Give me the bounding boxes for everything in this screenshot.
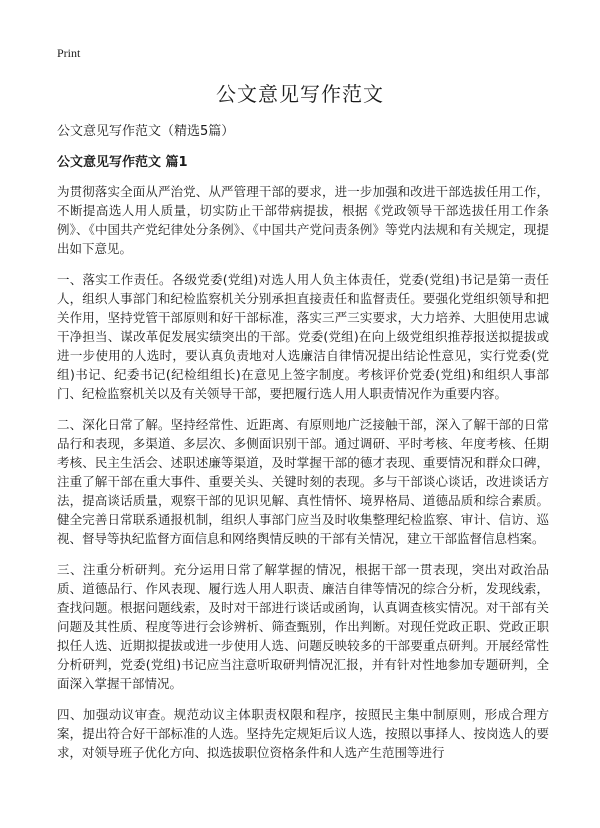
print-link[interactable]: Print xyxy=(57,46,81,60)
document-body xyxy=(57,182,549,774)
document-subtitle: 公文意见写作范文（精选5篇） xyxy=(57,124,235,139)
paragraph-3: 三、注重分析研判。充分运用日常了解掌握的情况，根据干部一贯表现，突出对政治品质、道德品行、作风表现、履行选人用人职责、廉洁自律等情况的综合分析，发现线索，查找问题。根据问题线索，及时对干部进行谈话或函询，认真调查核实情况。对干部有关问题及其性质、程度等进行会诊辨析、筛查甄别，作出判断。对现任党政正职、党政正职拟任人选、近期拟提拔或进一步使用人选、问题反映较多的干部要重点研判。开展经常性分析研判，党委(党组)书记应当注意听取研判情况汇报，并有针对性地参加专题研判，全面深入掌握干部情况。 xyxy=(57,562,549,691)
paragraph-4: 四、加强动议审查。规范动议主体职责权限和程序，按照民主集中制原则，形成合理方案，提出符合好干部标准的人选。坚持先定规矩后议人选，按照以事择人、按岗选人的要求，对领导班子优化方向、拟选拔职位资格条件和人选产生范围等进行 xyxy=(57,707,549,760)
document-title: 公文意见写作范文 xyxy=(216,82,384,106)
section-heading: 公文意见写作范文 篇1 xyxy=(57,155,188,170)
paragraph-intro: 为贯彻落实全面从严治党、从严管理干部的要求，进一步加强和改进干部选拔任用工作，不断提高选人用人质量，切实防止干部带病提拔，根据《党政领导干部选拔任用工作条例》、《中国共产党纪律处分条例》、《中国共产党问责条例》等党内法规和有关规定，现提出如下意见。 xyxy=(57,184,549,256)
paragraph-2: 二、深化日常了解。坚持经常性、近距离、有原则地广泛接触干部，深入了解干部的日常品行和表现，多渠道、多层次、多侧面识别干部。通过调研、平时考核、年度考核、任期考核、民主生活会、述职述廉等渠道，及时掌握干部的德才表现、重要情况和群众口碑，注重了解干部在重大事件、重要关头、关键时刻的表现。多与干部谈心谈话，改进谈话方法，提高谈话质量，观察干部的见识见解、真性情怀、境界格局、道德品质和综合素质。健全完善日常联系通报机制，组织人事部门应当及时收集整理纪检监察、审计、信访、巡视、督导等执纪监督方面信息和网络舆情反映的干部有关情况，建立干部监督信息档案。 xyxy=(57,417,549,546)
paragraph-1: 一、落实工作责任。各级党委(党组)对选人用人负主体责任，党委(党组)书记是第一责任人，组织人事部门和纪检监察机关分别承担直接责任和监督责任。要强化党组织领导和把关作用，坚持党管干部原则和好干部标准，落实三严三实要求，大力培养、大胆使用忠诚干净担当、谋改革促发展实绩突出的干部。党委(党组)在向上级党组织推荐报送拟提拔或进一步使用的人选时，要认真负责地对人选廉洁自律情况提出结论性意见，实行党委(党组)书记、纪委书记(纪检组组长)在意见上签字制度。考核评价党委(党组)和组织人事部门、纪检监察机关以及有关领导干部，要把履行选人用人职责情况作为重要内容。 xyxy=(57,272,549,401)
